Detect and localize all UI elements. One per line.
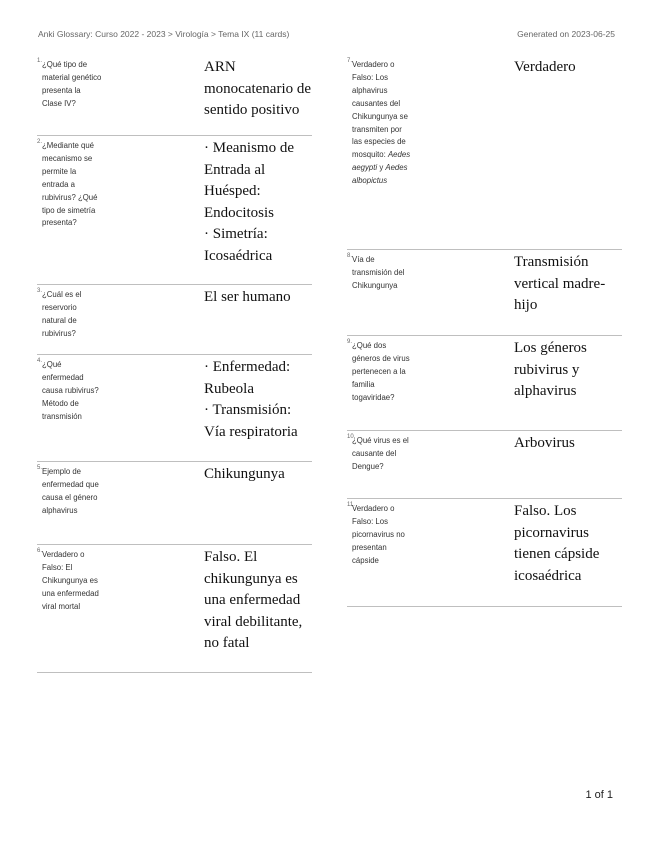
answer-line: ARN monocatenario de sentido positivo xyxy=(204,59,312,118)
answer-line: Falso. Los picornavirus tienen cápside icosaédrica xyxy=(514,503,600,584)
question-species: Aedes aegypti xyxy=(352,150,411,173)
card-answer xyxy=(204,138,312,267)
glossary-title: Anki Glossary: Curso 2022 - 2023 > Virología > Tema IX (11 cards) xyxy=(38,29,290,39)
card-number: 8. xyxy=(347,253,353,259)
card-number: 10. xyxy=(347,434,356,440)
card-question: Verdadero o Falso: El Chikungunya es una enfermedad viral mortal xyxy=(42,550,99,611)
card-2 xyxy=(37,136,312,285)
answer-line: Los géneros rubivirus y alphavirus xyxy=(514,340,587,399)
question-species: Aedes albopictus xyxy=(352,163,408,186)
answer-line: · Meanismo de Entrada al Huésped: Endocitosis xyxy=(204,140,294,221)
card-answer xyxy=(204,57,312,122)
card-9 xyxy=(347,336,622,431)
answer-line: Transmisión vertical madre-hijo xyxy=(514,254,606,313)
card-answer xyxy=(204,464,312,486)
answer-line: · Transmisión: Vía respiratoria xyxy=(204,402,298,440)
answer-line: El ser humano xyxy=(204,289,291,305)
card-4 xyxy=(37,355,312,462)
page-number: 1 of 1 xyxy=(585,789,613,801)
card-question: ¿Cuál es el reservorio natural de rubivirus? xyxy=(42,290,82,338)
right-column xyxy=(347,55,622,607)
answer-line: Chikungunya xyxy=(204,466,285,482)
card-answer xyxy=(514,501,622,587)
card-question: ¿Mediante qué mecanismo se permite la entrada a rubivirus? ¿Qué tipo de simetría presenta? xyxy=(42,141,98,228)
card-question: ¿Qué enfermedad causa rubivirus? Método de transmisión xyxy=(42,360,99,421)
question-text: Verdadero o Falso: Los alphavirus causantes del Chikungunya se transmiten por las especies de mosquito: xyxy=(352,60,408,160)
card-3 xyxy=(37,285,312,355)
answer-line: · Simetría: Icosaédrica xyxy=(204,226,273,264)
answer-line: Arbovirus xyxy=(514,435,575,451)
card-6 xyxy=(37,545,312,673)
card-answer xyxy=(514,252,622,317)
card-number: 3. xyxy=(37,288,43,294)
card-number: 2. xyxy=(37,139,43,145)
generated-date: Generated on 2023-06-25 xyxy=(517,29,615,39)
card-number: 4. xyxy=(37,358,43,364)
card-number: 1. xyxy=(37,58,43,64)
card-question: Verdadero o Falso: Los picornavirus no presentan cápside xyxy=(352,504,405,565)
answer-line: Falso. El chikungunya es una enfermedad viral debilitante, no fatal xyxy=(204,549,303,651)
card-answer xyxy=(204,547,312,655)
card-question: Vía de transmisión del Chikungunya xyxy=(352,255,405,290)
card-question: ¿Qué dos géneros de virus pertenecen a la familia togaviridae? xyxy=(352,341,410,402)
card-10 xyxy=(347,431,622,499)
card-5 xyxy=(37,462,312,545)
card-answer xyxy=(514,433,622,455)
answer-line: Verdadero xyxy=(514,59,576,75)
card-number: 11. xyxy=(347,502,355,508)
card-answer xyxy=(204,357,312,443)
card-number: 9. xyxy=(347,339,353,345)
card-number: 7. xyxy=(347,58,353,64)
card-question: Ejemplo de enfermedad que causa el género alphavirus xyxy=(42,467,99,515)
card-number: 6. xyxy=(37,548,43,554)
card-question xyxy=(352,59,412,188)
card-answer xyxy=(514,338,622,403)
card-1 xyxy=(37,55,312,136)
card-number: 5. xyxy=(37,465,43,471)
card-11 xyxy=(347,499,622,607)
question-connector: y xyxy=(377,163,386,173)
card-question: ¿Qué tipo de material genético presenta la Clase IV? xyxy=(42,60,102,108)
card-7 xyxy=(347,55,622,250)
card-answer xyxy=(514,57,622,79)
card-answer xyxy=(204,287,312,309)
left-column xyxy=(37,55,312,673)
answer-line: · Enfermedad: Rubeola xyxy=(204,359,291,397)
card-question: ¿Qué virus es el causante del Dengue? xyxy=(352,436,409,471)
card-8 xyxy=(347,250,622,336)
